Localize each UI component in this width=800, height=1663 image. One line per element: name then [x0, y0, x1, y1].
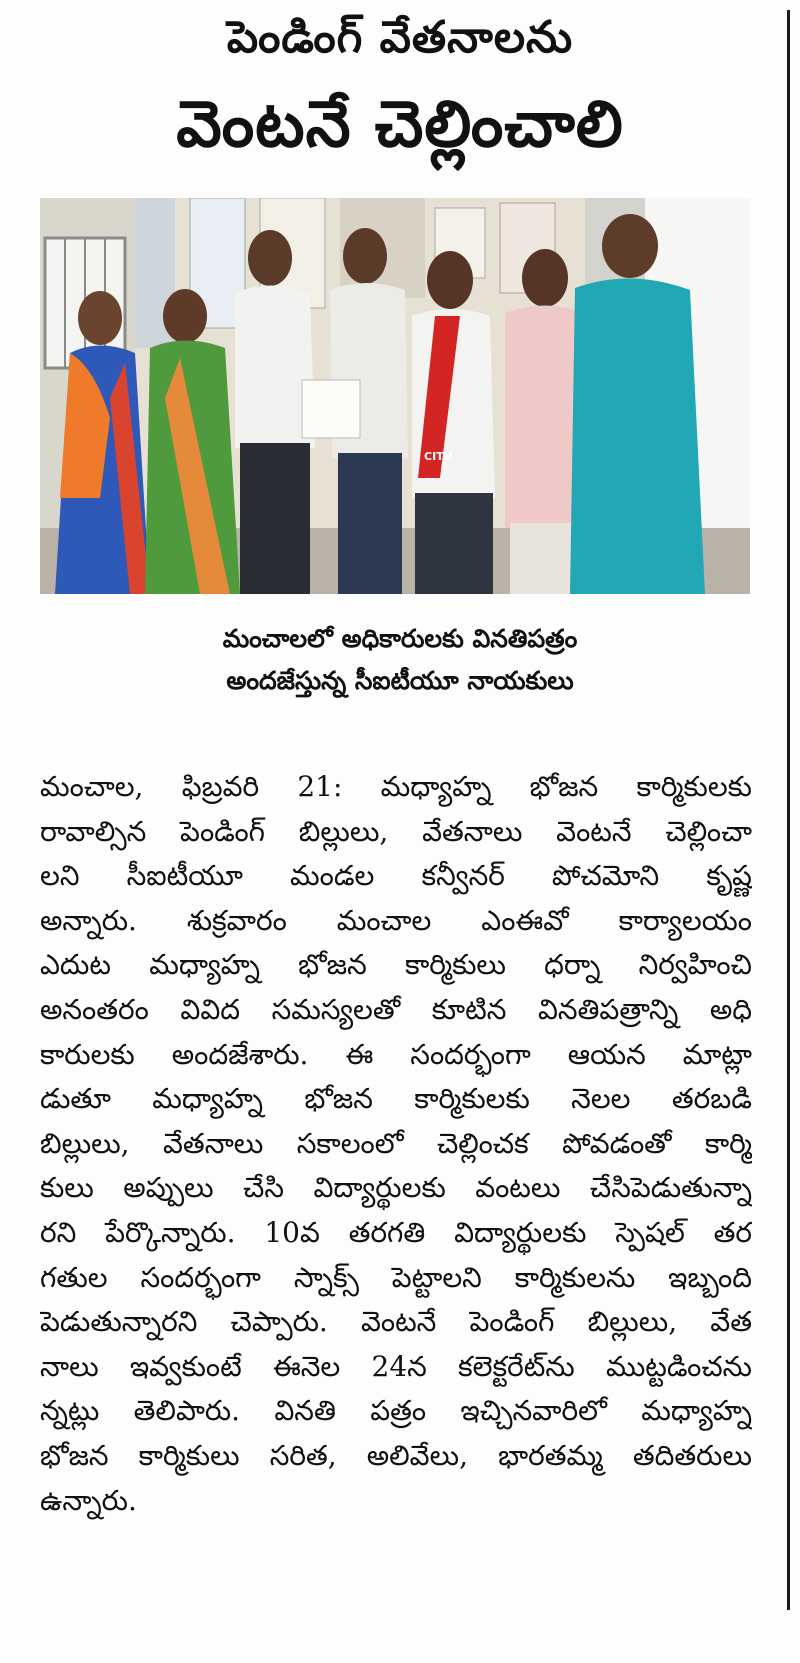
body-line: రని పేర్కొన్నారు. 10వ తరగతి విద్యార్థులకు స్పెషల్ తర — [40, 1215, 752, 1249]
body-line: కులు అప్పులు చేసి విద్యార్థులకు వంటలు చేసిపెడుతున్నా — [40, 1171, 752, 1205]
body-line: ఉన్నారు. — [40, 1483, 137, 1517]
body-line: లని సీఐటీయూ మండల కన్వీనర్ పోచమోని కృష్ణ — [40, 859, 752, 893]
body-line: రావాల్సిన పెండింగ్ బిల్లులు, వేతనాలు వెంటనే చెల్లించా — [40, 814, 752, 848]
article-body — [40, 765, 752, 1523]
banner-text: CITU — [424, 450, 453, 463]
body-line: నాలు ఇవ్వకుంటే ఈనెల 24న కలెక్టరేట్‌ను ముట్టడించను — [40, 1349, 752, 1383]
body-line: కారులకు అందజేశారు. ఈ సందర్భంగా ఆయన మాట్లా — [40, 1037, 752, 1071]
body-line: న్నట్లు తెలిపారు. వినతి పత్రం ఇచ్చినవారిలో మధ్యాహ్న — [40, 1394, 752, 1428]
news-photo — [40, 198, 750, 594]
headline-line-1: పెండింగ్ వేతనాలను — [226, 12, 574, 63]
body-line: బిల్లులు, వేతనాలు సకాలంలో చెల్లించక పోవడంతో కార్మి — [40, 1126, 752, 1160]
body-line: అనంతరం వివిద సమస్యలతో కూటిన వినతిపత్రాన్ని అధి — [40, 992, 752, 1026]
column-rule — [787, 10, 790, 1610]
news-photo-illustration — [40, 198, 750, 594]
body-line: అన్నారు. శుక్రవారం మంచాల ఎంఈవో కార్యాలయం — [40, 903, 752, 937]
body-line: భోజన కార్మికులు సరిత, అలివేలు, భారతమ్మ తదితరులు — [40, 1438, 752, 1472]
body-line: డుతూ మధ్యాహ్న భోజన కార్మికులకు నెలల తరబడి — [40, 1082, 752, 1116]
body-line: పెడుతున్నారని చెప్పారు. వెంటనే పెండింగ్ బిల్లులు, వేత — [40, 1305, 752, 1339]
caption-line-2: అందజేస్తున్న సీఐటీయూ నాయకులు — [226, 666, 574, 695]
photo-caption — [0, 618, 800, 702]
body-line: ఎదుట మధ్యాహ్న భోజన కార్మికులు ధర్నా నిర్వహించి — [40, 948, 752, 982]
caption-line-1: మంచాలలో అధికారులకు వినతిపత్రం — [222, 624, 578, 653]
body-line: మంచాల, ఫిబ్రవరి 21: మధ్యాహ్న భోజన కార్మికులకు — [40, 770, 752, 803]
headline-line-2: వెంటనే చెల్లించాలి — [176, 88, 624, 162]
body-line: గతుల సందర్భంగా స్నాక్స్ పెట్టాలని కార్మికులను ఇబ్బంది — [40, 1260, 752, 1294]
